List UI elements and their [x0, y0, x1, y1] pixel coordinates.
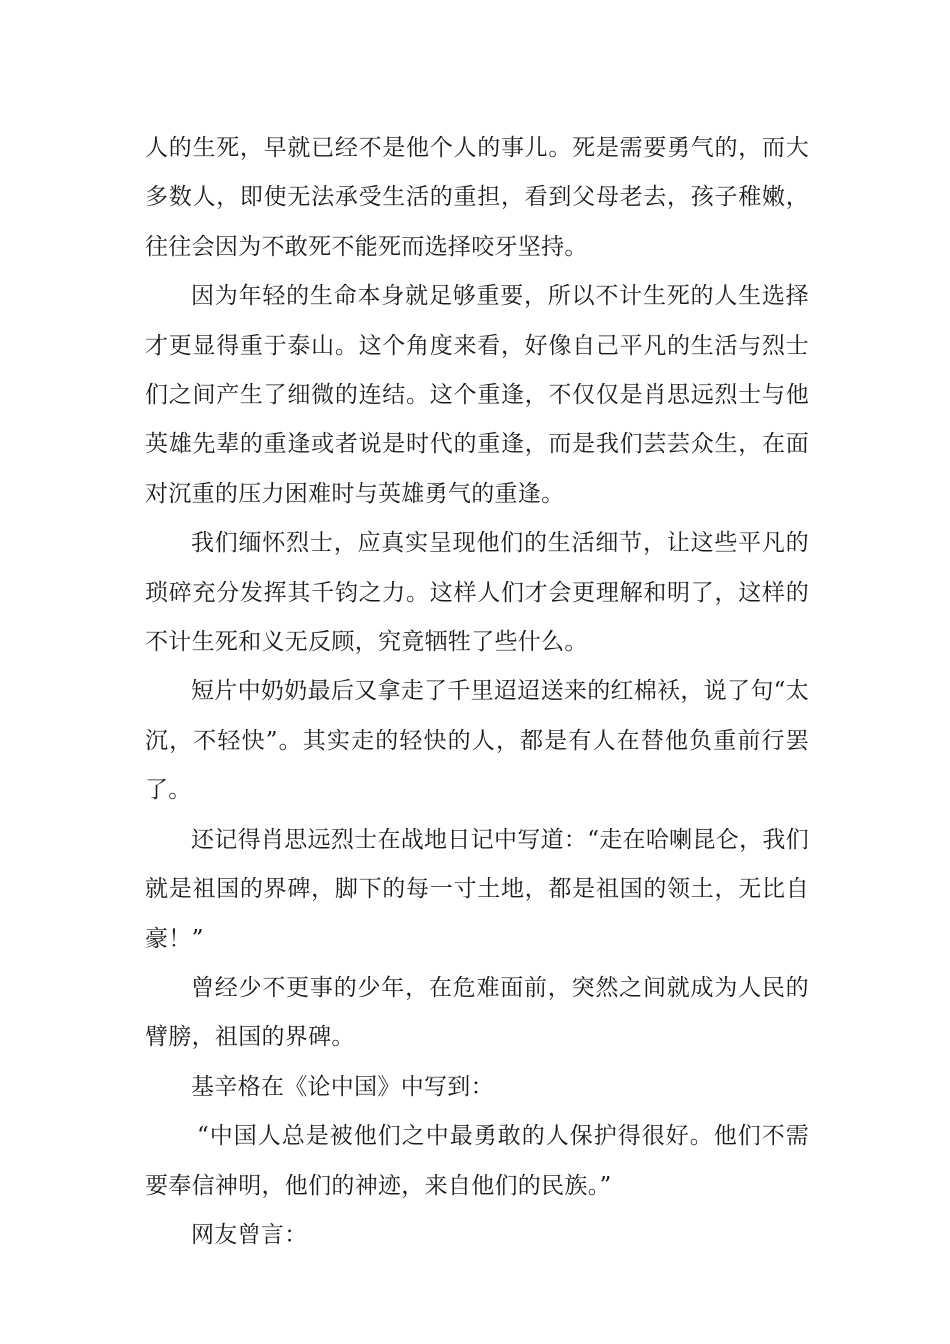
paragraph-netizen: 网友曾言： — [191, 1221, 308, 1248]
paragraph-kissinger-quote: “中国人总是被他们之中最勇敢的人保护得很好。他们不需要奉信神明，他们的神迹，来自他们的民族。” — [145, 1123, 809, 1199]
paragraph-kissinger-intro: 基辛格在《论中国》中写到： — [191, 1073, 494, 1100]
document-body — [145, 124, 809, 1260]
paragraph-young-lives: 因为年轻的生命本身就足够重要，所以不计生死的人生选择才更显得重于泰山。这个角度来看，好像自己平凡的生活与烈士们之间产生了细微的连结。这个重逢，不仅仅是肖思远烈士与他英雄先辈的重逢或者说是时代的重逢，而是我们芸芸众生，在面对沉重的压力困难时与英雄勇气的重逢。 — [145, 283, 809, 507]
paragraph-grandma: 短片中奶奶最后又拿走了千里迢迢送来的红棉袄，说了句“太沉，不轻快”。其实走的轻快的人，都是有人在替他负重前行罢了。 — [145, 678, 809, 804]
paragraph-diary: 还记得肖思远烈士在战地日记中写道：“走在哈喇昆仑，我们就是祖国的界碑，脚下的每一寸土地，都是祖国的领土，无比自豪！” — [145, 826, 809, 952]
paragraph-commemorate: 我们缅怀烈士，应真实呈现他们的生活细节，让这些平凡的琐碎充分发挥其千钧之力。这样人们才会更理解和明了，这样的不计生死和义无反顾，究竟牺牲了些什么。 — [145, 530, 809, 656]
paragraph-continued: 人的生死，早就已经不是他个人的事儿。死是需要勇气的，而大多数人，即使无法承受生活的重担，看到父母老去，孩子稚嫩，往往会因为不敢死不能死而选择咬牙坚持。 — [145, 135, 809, 260]
paragraph-youth: 曾经少不更事的少年，在危难面前，突然之间就成为人民的臂膀，祖国的界碑。 — [145, 974, 809, 1051]
